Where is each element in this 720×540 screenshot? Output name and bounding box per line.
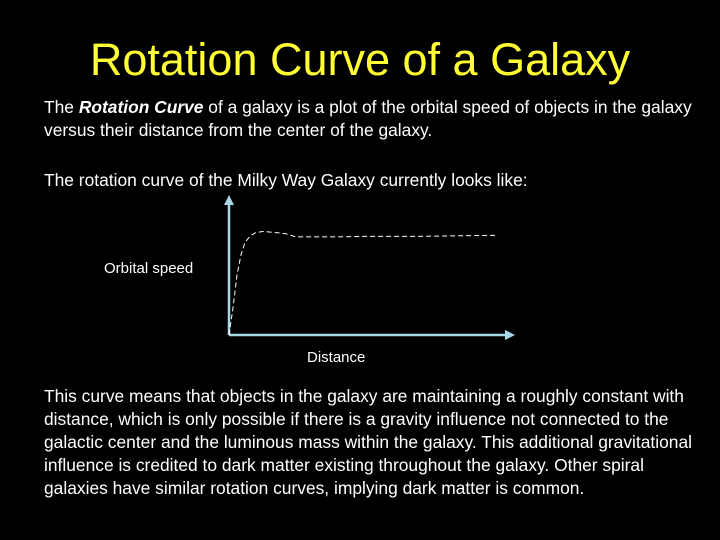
- rotation-curve-term: Rotation Curve: [78, 97, 204, 117]
- rotation-curve-line: [229, 231, 497, 335]
- y-axis-label: Orbital speed: [104, 260, 194, 277]
- intro-prefix: The: [44, 97, 79, 117]
- milky-way-sentence: The rotation curve of the Milky Way Galaxy currently looks like:: [44, 170, 528, 190]
- intro-paragraph: [44, 96, 704, 142]
- conclusion-paragraph: This curve means that objects in the galaxy are maintaining a roughly constant with distance, which is only possible if there is a gravity influence not connected to the galactic center and the luminous mass within the galaxy. This additional gravitational influence is credited to dark matter existing throughout the galaxy. Other spiral galaxies have similar rotation curves, implying dark matter is common.: [44, 386, 692, 498]
- intro-suffix: of a galaxy is a plot of the orbital speed of objects in the galaxy versus their distance from the center of the galaxy.: [44, 97, 692, 140]
- slide-title: Rotation Curve of a Galaxy: [89, 34, 631, 85]
- x-axis-label: Distance: [307, 349, 366, 366]
